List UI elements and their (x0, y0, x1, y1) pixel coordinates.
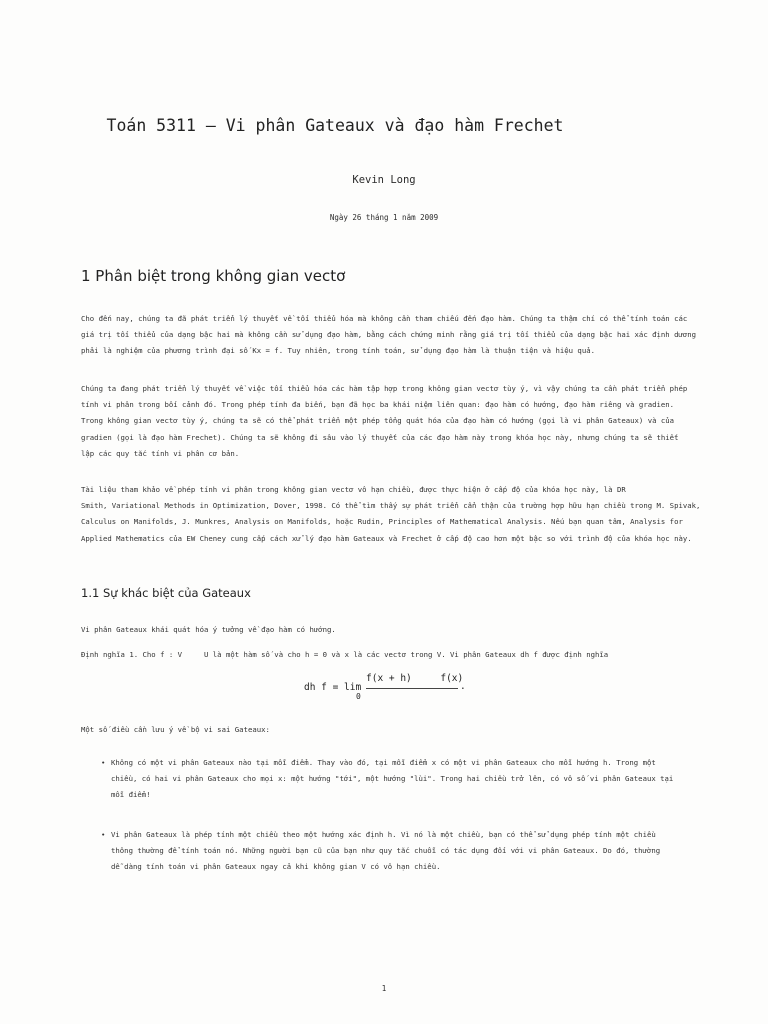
equation-lhs: dh f = lim (304, 682, 362, 693)
bullet-marker: • (101, 830, 106, 839)
section-intro (81, 622, 691, 638)
intro-line: Vi phân Gateaux khái quát hóa ý tưởng về đạo hàm có hướng. (81, 625, 336, 634)
bullet-line: thông thường để tính toán nó. Những người bạn cũ của bạn như quy tắc chuỗi có tác dụng đối với vi phân Gateaux. Do đó, thường (111, 846, 661, 856)
paragraph-line: Cho đến nay, chúng ta đã phát triển lý thuyết về tối thiểu hóa mà không cần tham chiếu đến đạo hàm. Chúng ta thậm chí có thể tính toán các (81, 314, 688, 323)
bullet-marker: • (101, 758, 106, 767)
paragraph-line: tính vi phân trong bối cảnh đó. Trong phép tính đa biến, bạn đã học ba khái niệm liên quan: đạo hàm có hướng, đạo hàm riêng và gradien. (81, 400, 675, 410)
bullet-line: mỗi điểm! (111, 790, 151, 800)
bullet-line: Không có một vi phân Gateaux nào tại mỗi điểm. Thay vào đó, tại mỗi điểm x có một vi phân Gateaux cho mỗi hướng h. Trong một (111, 758, 656, 767)
paragraph-2 (81, 381, 691, 462)
bullet-line: chiều, có hai vi phân Gateaux cho mọi x: một hướng "tới", một hướng "lùi". Trong hai chiều trở lên, có vô số vi phân Gateaux tại (111, 774, 674, 784)
section-heading-1-1: 1.1 Sự khác biệt của Gateaux (81, 586, 251, 600)
paragraph-1 (81, 311, 697, 360)
author: Kevin Long (352, 174, 416, 186)
limit-subscript: 0 (356, 692, 361, 701)
paragraph-line: Calculus on Manifolds, J. Munkres, Analysis on Manifolds, hoặc Rudin, Principles of Mathematical Analysis. Nếu bạn quan tâm, Analysis for (81, 517, 683, 527)
paragraph-line: Applied Mathematics của EW Cheney cung cấp cách xử lý đạo hàm Gateaux và Frechet ở cấp độ cao hơn một bậc so với trình độ của khóa học này. (81, 533, 692, 543)
paragraph-line: Tài liệu tham khảo về phép tính vi phân trong không gian vectơ vô hạn chiều, được thực hiện ở cấp độ của khóa học này, là DR (81, 485, 626, 494)
fraction-bar (366, 688, 458, 689)
bullet-line: dễ dàng tính toán vi phân Gateaux ngay cả khi không gian V có vô hạn chiều. (111, 862, 441, 872)
paragraph-line: Trong không gian vectơ tùy ý, chúng ta sẽ có thể phát triển một phép tổng quát hóa của đạo hàm có hướng (gọi là vi phân Gateaux) và của (81, 416, 675, 426)
gateaux-equation (304, 670, 484, 706)
page-number: 1 (381, 984, 387, 993)
definition-1 (81, 647, 691, 663)
paragraph-line: phải là nghiệm của phương trình đại số Kx = f. Tuy nhiên, trong tính toán, sử dụng đạo hàm là thuận tiện và hiệu quả. (81, 346, 595, 356)
bullet-line: Vi phân Gateaux là phép tính một chiều theo một hướng xác định h. Vì nó là một chiều, bạn có thể sử dụng phép tính một chiều (111, 830, 656, 839)
paragraph-3 (81, 482, 701, 547)
bullet-item-2 (111, 827, 691, 876)
paragraph-line: Chúng ta đang phát triển lý thuyết về việc tối thiểu hóa các hàm tập hợp trong không gian vectơ tùy ý, vì vậy chúng ta cần phát triển phép (81, 384, 688, 393)
paragraph-line: gradien (gọi là đạo hàm Frechet). Chúng ta sẽ không đi sâu vào lý thuyết của các đạo hàm này trong khóa học này, nhưng chúng ta sẽ thiết (81, 432, 679, 442)
paragraph-line: giá trị tối thiểu của dạng bậc hai mà không cần sử dụng đạo hàm, bằng cách chứng minh rằng giá trị tối thiểu của dạng bậc hai xác định dương (81, 330, 697, 340)
equation-period: . (460, 681, 466, 692)
document-title: Toán 5311 – Vi phân Gateaux và đạo hàm Frechet (106, 116, 564, 135)
bullet-item-1 (111, 755, 691, 804)
section-heading-1: 1 Phân biệt trong không gian vectơ (81, 267, 346, 285)
date: Ngày 26 tháng 1 năm 2009 (329, 213, 439, 222)
notes-intro (81, 722, 691, 738)
paragraph-line: lập các quy tắc tính vi phân cơ bản. (81, 448, 240, 458)
definition-line: Định nghĩa 1. Cho f : V U là một hàm số và cho h = 0 và x là các vectơ trong V. Vi phân Gateaux dh f được định nghĩa (81, 650, 609, 659)
notes-line: Một số điều cần lưu ý về bộ vi sai Gateaux: (81, 725, 270, 734)
paragraph-line: Smith, Variational Methods in Optimization, Dover, 1998. Có thể tìm thấy sự phát triển cẩn thận của trường hợp hữu hạn chiều trong M. Spivak, (81, 501, 701, 511)
equation-numerator: f(x + h) f(x) (366, 673, 464, 684)
